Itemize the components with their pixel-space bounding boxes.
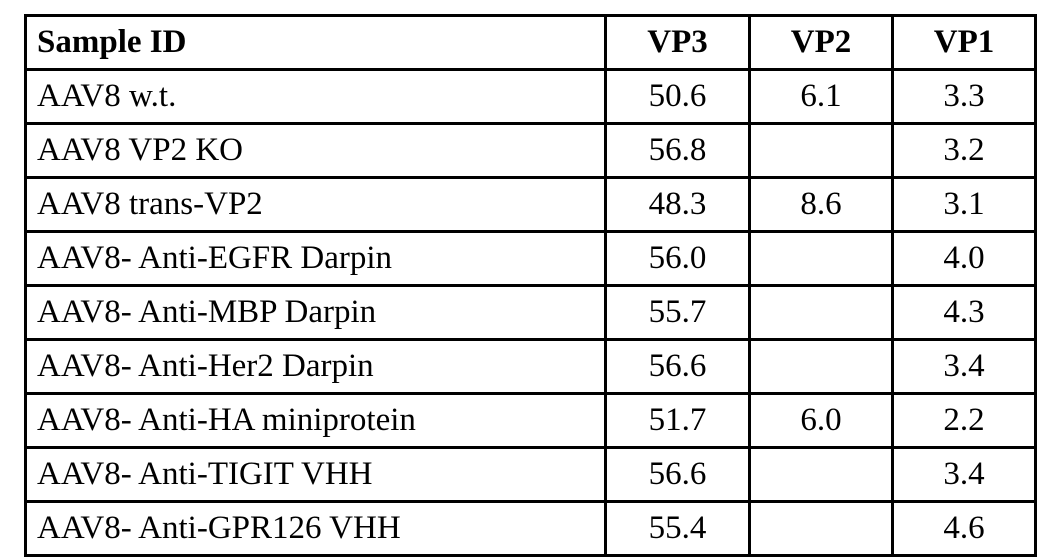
cell-vp3: 56.6 [606, 448, 750, 502]
table-row [26, 178, 1036, 232]
cell-vp2 [750, 340, 893, 394]
cell-sample-id: AAV8- Anti-MBP Darpin [26, 286, 606, 340]
cell-vp3: 56.6 [606, 340, 750, 394]
cell-vp2: 6.1 [750, 70, 893, 124]
table-row [26, 232, 1036, 286]
cell-vp2 [750, 502, 893, 556]
cell-vp1: 3.4 [893, 448, 1036, 502]
cell-sample-id: AAV8 w.t. [26, 70, 606, 124]
cell-sample-id: AAV8 VP2 KO [26, 124, 606, 178]
column-header-vp1: VP1 [893, 16, 1036, 70]
cell-vp3: 56.8 [606, 124, 750, 178]
table-row [26, 448, 1036, 502]
cell-vp3: 55.7 [606, 286, 750, 340]
cell-vp1: 3.4 [893, 340, 1036, 394]
table-body [26, 70, 1036, 556]
cell-vp1: 3.2 [893, 124, 1036, 178]
cell-vp2 [750, 448, 893, 502]
cell-vp3: 55.4 [606, 502, 750, 556]
cell-sample-id: AAV8- Anti-Her2 Darpin [26, 340, 606, 394]
table-row [26, 124, 1036, 178]
table-row [26, 340, 1036, 394]
cell-sample-id: AAV8- Anti-EGFR Darpin [26, 232, 606, 286]
table-header [26, 16, 1036, 70]
cell-vp1: 2.2 [893, 394, 1036, 448]
cell-vp2 [750, 286, 893, 340]
table-row [26, 502, 1036, 556]
cell-vp1: 4.3 [893, 286, 1036, 340]
cell-vp3: 50.6 [606, 70, 750, 124]
cell-vp1: 3.3 [893, 70, 1036, 124]
cell-vp1: 3.1 [893, 178, 1036, 232]
cell-vp2 [750, 124, 893, 178]
column-header-sample-id: Sample ID [26, 16, 606, 70]
cell-vp1: 4.6 [893, 502, 1036, 556]
cell-vp3: 48.3 [606, 178, 750, 232]
cell-sample-id: AAV8- Anti-GPR126 VHH [26, 502, 606, 556]
column-header-vp2: VP2 [750, 16, 893, 70]
cell-vp2: 6.0 [750, 394, 893, 448]
cell-sample-id: AAV8- Anti-TIGIT VHH [26, 448, 606, 502]
cell-vp1: 4.0 [893, 232, 1036, 286]
cell-sample-id: AAV8- Anti-HA miniprotein [26, 394, 606, 448]
cell-vp3: 51.7 [606, 394, 750, 448]
table-row [26, 70, 1036, 124]
table-row [26, 394, 1036, 448]
cell-vp3: 56.0 [606, 232, 750, 286]
sample-measurements-table [24, 14, 1037, 557]
cell-vp2 [750, 232, 893, 286]
cell-vp2: 8.6 [750, 178, 893, 232]
table-header-row [26, 16, 1036, 70]
table-row [26, 286, 1036, 340]
cell-sample-id: AAV8 trans-VP2 [26, 178, 606, 232]
column-header-vp3: VP3 [606, 16, 750, 70]
